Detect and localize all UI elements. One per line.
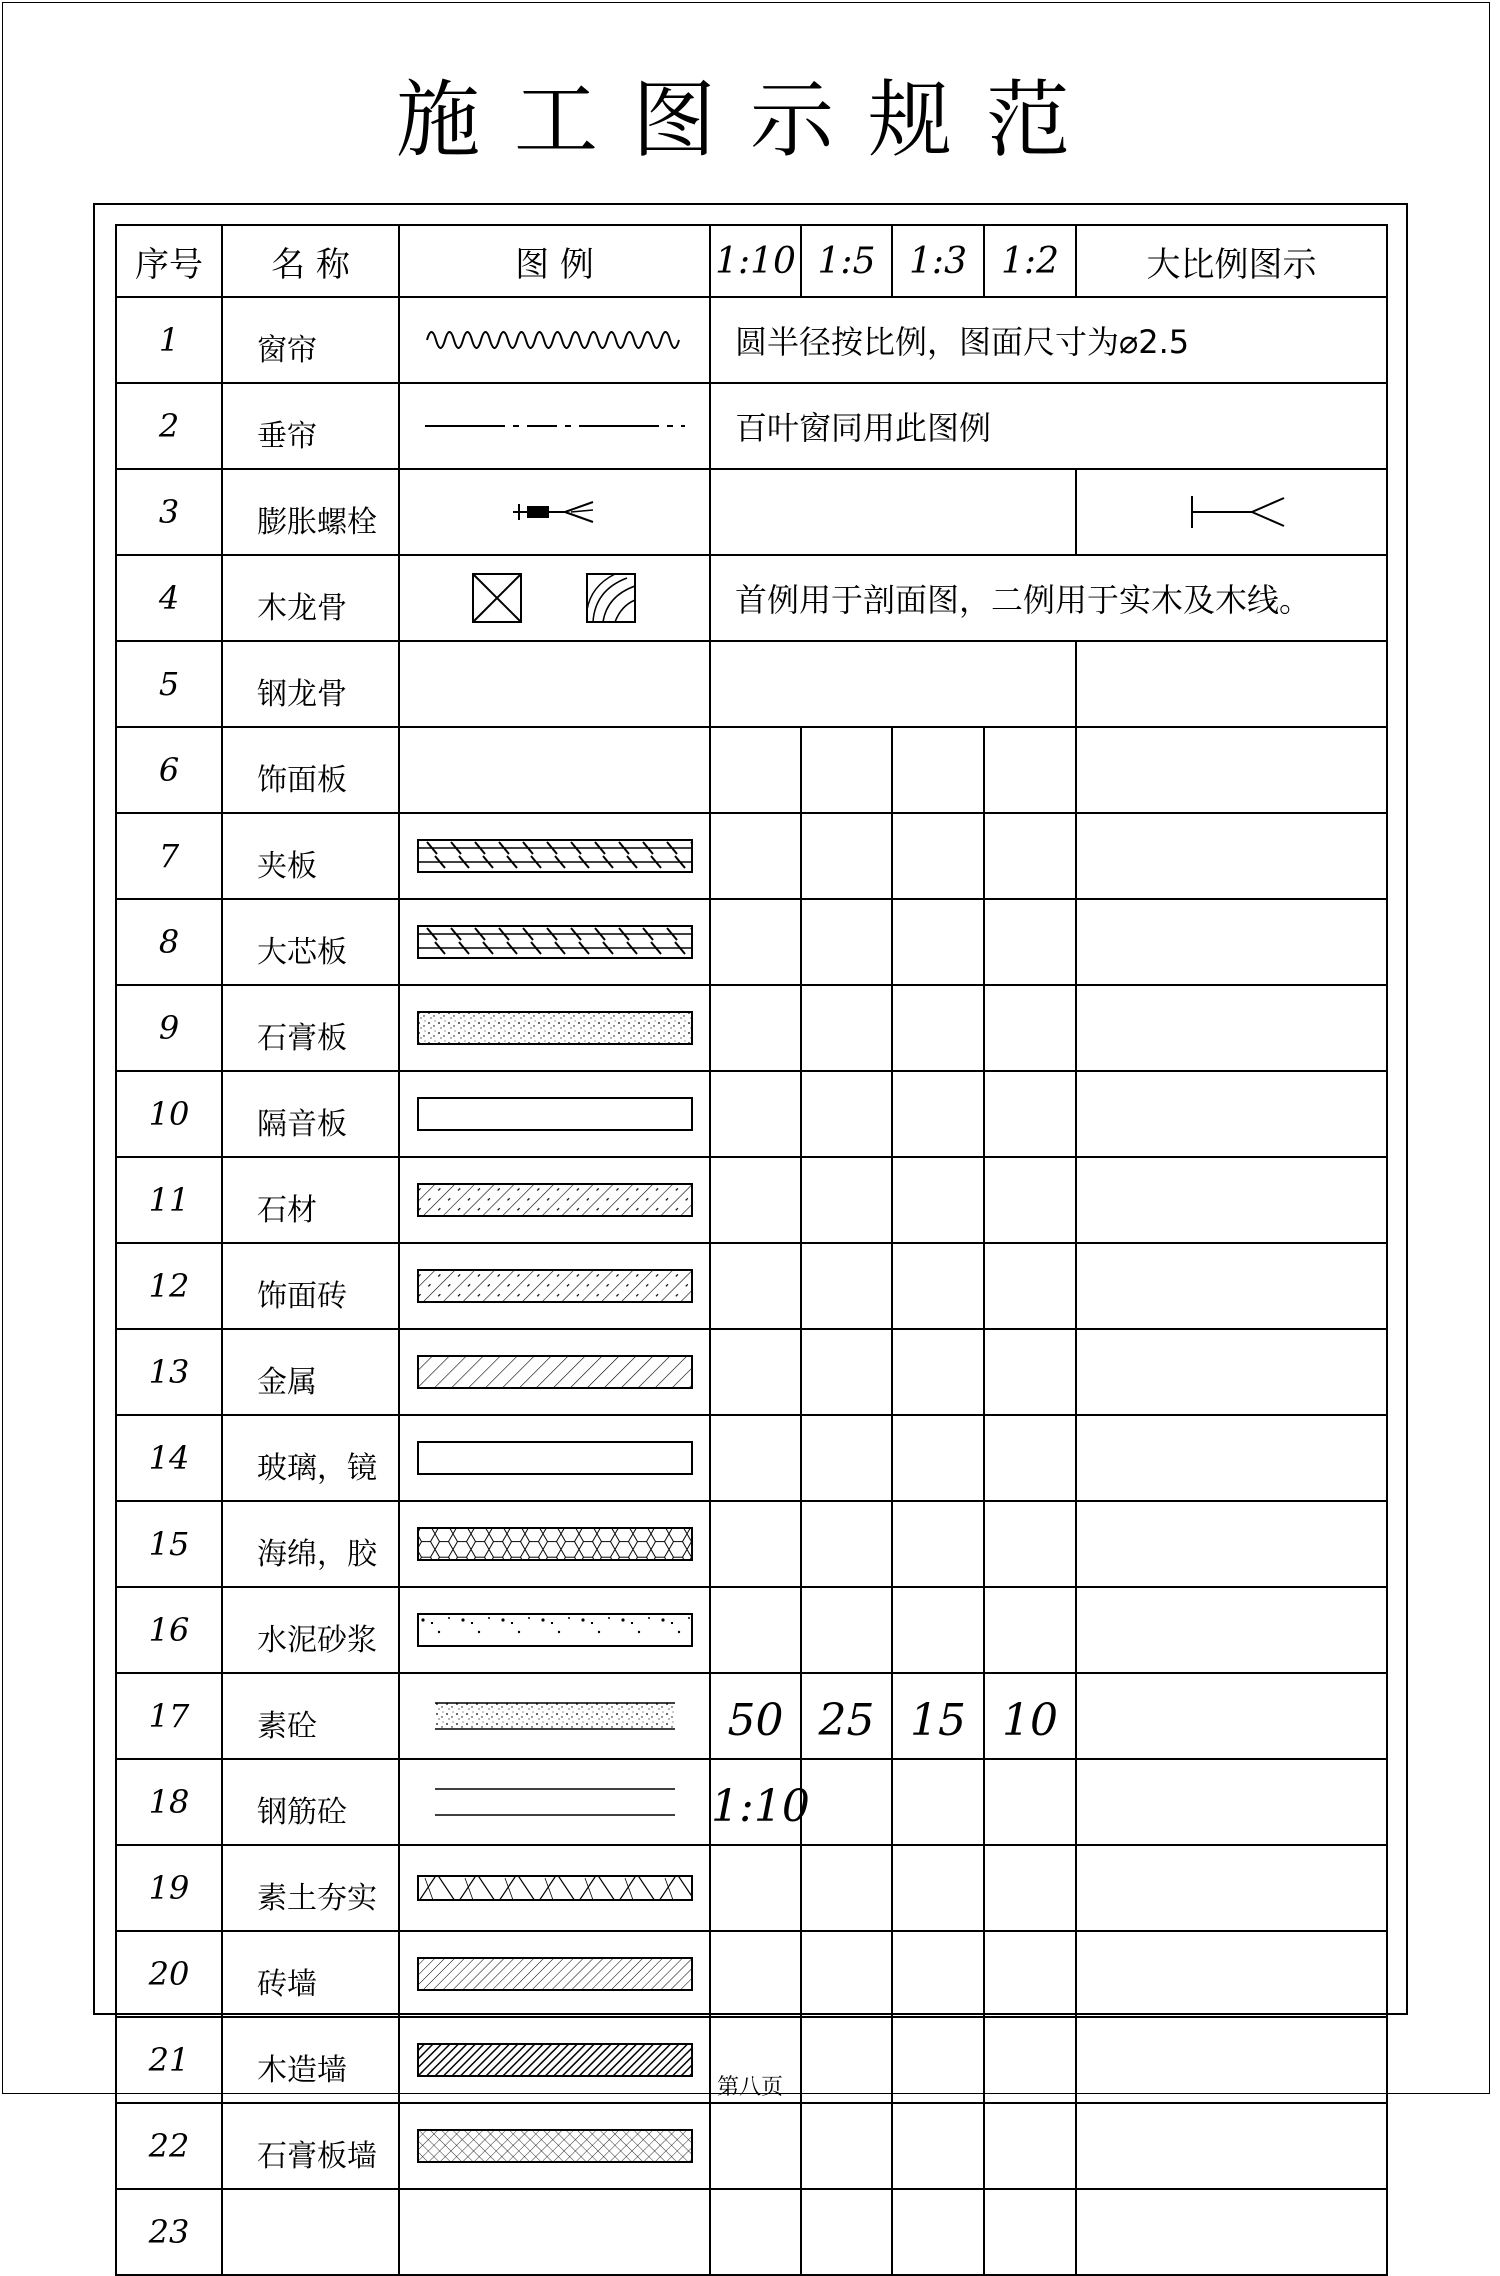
scale-value — [892, 1329, 984, 1415]
row-number: 21 — [116, 2017, 222, 2103]
row-number: 14 — [116, 1415, 222, 1501]
scale-value — [984, 985, 1076, 1071]
material-name: 石材 — [222, 1157, 399, 1243]
scale-value: 10 — [984, 1673, 1076, 1759]
scale-value — [984, 2103, 1076, 2189]
header-no: 序号 — [116, 225, 222, 297]
scale-value — [801, 2189, 892, 2275]
scale-value — [984, 1415, 1076, 1501]
scale-value — [984, 1157, 1076, 1243]
material-name: 木龙骨 — [222, 555, 399, 641]
legend-symbol-cell — [399, 297, 710, 383]
table-row — [116, 813, 1387, 899]
scale-value — [801, 899, 892, 985]
header-name: 名 称 — [222, 225, 399, 297]
table-row — [116, 1157, 1387, 1243]
empty-bar-icon — [400, 1096, 709, 1132]
scale-value — [710, 1931, 801, 2017]
large-scale-cell — [1076, 1673, 1387, 1759]
table-row — [116, 1071, 1387, 1157]
table-row — [116, 1673, 1387, 1759]
large-scale-cell — [1076, 1329, 1387, 1415]
row-number: 20 — [116, 1931, 222, 2017]
material-name: 饰面板 — [222, 727, 399, 813]
legend-symbol-cell — [399, 2103, 710, 2189]
table-row — [116, 1243, 1387, 1329]
scale-value: 15 — [892, 1673, 984, 1759]
metal-hatch-icon — [400, 1354, 709, 1390]
large-scale-cell — [1076, 1415, 1387, 1501]
stone-hatch-icon — [400, 1182, 709, 1218]
legend-symbol-cell — [399, 555, 710, 641]
header-legend: 图 例 — [399, 225, 710, 297]
scale-value — [892, 1501, 984, 1587]
scale-value — [801, 1845, 892, 1931]
legend-symbol-cell — [399, 813, 710, 899]
scale-cell — [710, 469, 1076, 555]
scale-value — [801, 1501, 892, 1587]
table-row — [116, 555, 1387, 641]
scale-value — [710, 2189, 801, 2275]
row-number: 8 — [116, 899, 222, 985]
legend-symbol-cell — [399, 2189, 710, 2275]
legend-symbol-cell — [399, 899, 710, 985]
scale-value — [710, 985, 801, 1071]
legend-symbol-cell — [399, 985, 710, 1071]
large-scale-cell — [1076, 1845, 1387, 1931]
legend-symbol-cell — [399, 1587, 710, 1673]
row-number: 1 — [116, 297, 222, 383]
material-name: 水泥砂浆 — [222, 1587, 399, 1673]
mortar-dots-icon — [400, 1612, 709, 1648]
scale-value — [710, 1845, 801, 1931]
row-number: 13 — [116, 1329, 222, 1415]
row-number: 3 — [116, 469, 222, 555]
scale-value — [801, 1243, 892, 1329]
table-row — [116, 1845, 1387, 1931]
material-name: 垂帘 — [222, 383, 399, 469]
large-scale-cell — [1076, 813, 1387, 899]
row-number: 18 — [116, 1759, 222, 1845]
row-number: 6 — [116, 727, 222, 813]
scale-value — [984, 1931, 1076, 2017]
scale-value — [892, 1071, 984, 1157]
scale-value: 50 — [710, 1673, 801, 1759]
table-row — [116, 641, 1387, 727]
scale-value — [892, 2103, 984, 2189]
brick-hatch-icon — [400, 1956, 709, 1992]
scale-value — [892, 2189, 984, 2275]
table-row — [116, 1931, 1387, 2017]
material-name: 石膏板墙 — [222, 2103, 399, 2189]
legend-symbol-cell — [399, 469, 710, 555]
material-name: 木造墙 — [222, 2017, 399, 2103]
scale-value — [801, 985, 892, 1071]
scale-value — [892, 1845, 984, 1931]
scale-value — [984, 1071, 1076, 1157]
scale-value — [892, 899, 984, 985]
large-scale-cell — [1076, 727, 1387, 813]
row-number: 15 — [116, 1501, 222, 1587]
large-scale-cell — [1076, 1501, 1387, 1587]
material-name: 饰面砖 — [222, 1243, 399, 1329]
legend-symbol-cell — [399, 641, 710, 727]
row-number: 5 — [116, 641, 222, 727]
scale-value — [710, 2103, 801, 2189]
concrete-dots-icon — [400, 1701, 709, 1731]
scale-value — [801, 1759, 892, 1845]
material-name: 窗帘 — [222, 297, 399, 383]
header-scale-1-3: 1:3 — [892, 225, 984, 297]
legend-symbol-cell — [399, 727, 710, 813]
scale-value — [801, 1587, 892, 1673]
table-row — [116, 2189, 1387, 2275]
legend-symbol-cell — [399, 1673, 710, 1759]
table-row — [116, 899, 1387, 985]
row-number: 2 — [116, 383, 222, 469]
header-row — [116, 225, 1387, 297]
material-name: 钢筋砼 — [222, 1759, 399, 1845]
rammed-earth-icon — [400, 1874, 709, 1902]
large-scale-cell — [1076, 899, 1387, 985]
large-scale-cell — [1076, 1243, 1387, 1329]
scale-value — [892, 1243, 984, 1329]
scale-value — [984, 1243, 1076, 1329]
large-scale-cell — [1076, 469, 1387, 555]
legend-symbol-cell — [399, 1415, 710, 1501]
empty-bar-icon — [400, 1440, 709, 1476]
large-scale-cell — [1076, 1071, 1387, 1157]
scale-value — [984, 1501, 1076, 1587]
blockboard-hatch-icon — [400, 924, 709, 960]
scale-value — [801, 1415, 892, 1501]
gypsum-wall-hatch-icon — [400, 2128, 709, 2164]
table-row — [116, 2103, 1387, 2189]
row-number: 7 — [116, 813, 222, 899]
page-number: 第八页 — [716, 2075, 783, 2100]
legend-symbol-cell — [399, 1931, 710, 2017]
material-name: 素砼 — [222, 1673, 399, 1759]
scale-value — [984, 727, 1076, 813]
table-row — [116, 383, 1387, 469]
scale-value — [984, 2189, 1076, 2275]
row-number: 4 — [116, 555, 222, 641]
scale-cell — [710, 641, 1076, 727]
scale-value — [801, 813, 892, 899]
row-number: 11 — [116, 1157, 222, 1243]
tile-hatch-icon — [400, 1268, 709, 1304]
table-row — [116, 727, 1387, 813]
scale-value — [892, 1157, 984, 1243]
scale-value — [984, 899, 1076, 985]
scale-value — [710, 1243, 801, 1329]
scale-value — [892, 813, 984, 899]
legend-symbol-cell — [399, 1329, 710, 1415]
scale-value — [984, 1329, 1076, 1415]
row-note: 百叶窗同用此图例 — [710, 383, 1387, 469]
scale-value — [710, 1329, 801, 1415]
row-number: 12 — [116, 1243, 222, 1329]
scale-value: 25 — [801, 1673, 892, 1759]
scale-value — [710, 1501, 801, 1587]
large-scale-cell — [1076, 1587, 1387, 1673]
legend-symbol-cell — [399, 1243, 710, 1329]
scale-value — [892, 1759, 984, 1845]
table-row — [116, 1587, 1387, 1673]
material-name — [222, 2189, 399, 2275]
table-row — [116, 1759, 1387, 1845]
row-number: 9 — [116, 985, 222, 1071]
scale-value — [710, 813, 801, 899]
wood-keel-icon — [400, 570, 709, 626]
header-large-scale: 大比例图示 — [1076, 225, 1387, 297]
header-scale-1-5: 1:5 — [801, 225, 892, 297]
material-name: 素土夯实 — [222, 1845, 399, 1931]
scale-value — [710, 1415, 801, 1501]
large-scale-cell — [1076, 2189, 1387, 2275]
header-scale-1-10: 1:10 — [710, 225, 801, 297]
large-scale-cell — [1076, 1157, 1387, 1243]
scale-value — [710, 1587, 801, 1673]
scale-value — [801, 1071, 892, 1157]
material-name: 砖墙 — [222, 1931, 399, 2017]
scale-value — [892, 1931, 984, 2017]
plywood-hatch-icon — [400, 838, 709, 874]
scale-value — [892, 1415, 984, 1501]
header-scale-1-2: 1:2 — [984, 225, 1076, 297]
scale-value — [892, 727, 984, 813]
scale-value — [984, 1845, 1076, 1931]
scale-value: 1:10 — [710, 1759, 801, 1845]
material-name: 钢龙骨 — [222, 641, 399, 727]
material-name: 玻璃，镜 — [222, 1415, 399, 1501]
table-row — [116, 1415, 1387, 1501]
legend-symbol-cell — [399, 1501, 710, 1587]
row-note: 首例用于剖面图，二例用于实木及木线。 — [710, 555, 1387, 641]
scale-value — [984, 1587, 1076, 1673]
large-scale-cell — [1076, 1759, 1387, 1845]
row-number: 19 — [116, 1845, 222, 1931]
material-name: 海绵，胶 — [222, 1501, 399, 1587]
large-scale-cell — [1076, 1931, 1387, 2017]
material-name: 膨胀螺栓 — [222, 469, 399, 555]
scale-value — [984, 1759, 1076, 1845]
scale-value — [801, 1329, 892, 1415]
legend-symbol-cell — [399, 1759, 710, 1845]
table-row — [116, 1501, 1387, 1587]
material-name: 隔音板 — [222, 1071, 399, 1157]
row-note: 圆半径按比例，图面尺寸为⌀2.5 — [710, 297, 1387, 383]
double-line-icon — [400, 1785, 709, 1819]
scale-value — [892, 1587, 984, 1673]
material-name: 金属 — [222, 1329, 399, 1415]
material-name: 石膏板 — [222, 985, 399, 1071]
table-row — [116, 1329, 1387, 1415]
gypsum-dots-icon — [400, 1010, 709, 1046]
row-number: 23 — [116, 2189, 222, 2275]
legend-symbol-cell — [399, 1845, 710, 1931]
expansion-bolt-icon — [400, 492, 709, 532]
legend-table — [115, 224, 1388, 2276]
material-name: 大芯板 — [222, 899, 399, 985]
page-title: 施工图示规范 — [395, 71, 1104, 169]
large-scale-cell — [1076, 641, 1387, 727]
table-row — [116, 469, 1387, 555]
material-name: 夹板 — [222, 813, 399, 899]
scale-value — [801, 1157, 892, 1243]
scale-value — [801, 727, 892, 813]
honeycomb-icon — [400, 1526, 709, 1562]
scale-value — [801, 1931, 892, 2017]
large-scale-cell — [1076, 985, 1387, 1071]
scale-value — [710, 899, 801, 985]
legend-symbol-cell — [399, 1071, 710, 1157]
table-row — [116, 985, 1387, 1071]
dash-dot-line-icon — [400, 411, 709, 441]
row-number: 10 — [116, 1071, 222, 1157]
scale-value — [710, 727, 801, 813]
table-row — [116, 297, 1387, 383]
scale-value — [710, 1071, 801, 1157]
row-number: 16 — [116, 1587, 222, 1673]
row-number: 22 — [116, 2103, 222, 2189]
scale-value — [801, 2103, 892, 2189]
row-number: 17 — [116, 1673, 222, 1759]
large-scale-cell — [1076, 2103, 1387, 2189]
scale-value — [710, 1157, 801, 1243]
scale-value — [892, 985, 984, 1071]
legend-symbol-cell — [399, 1157, 710, 1243]
bolt-large-icon — [1077, 492, 1386, 532]
legend-symbol-cell — [399, 383, 710, 469]
scale-value — [984, 813, 1076, 899]
wavy-line-icon — [400, 316, 709, 364]
